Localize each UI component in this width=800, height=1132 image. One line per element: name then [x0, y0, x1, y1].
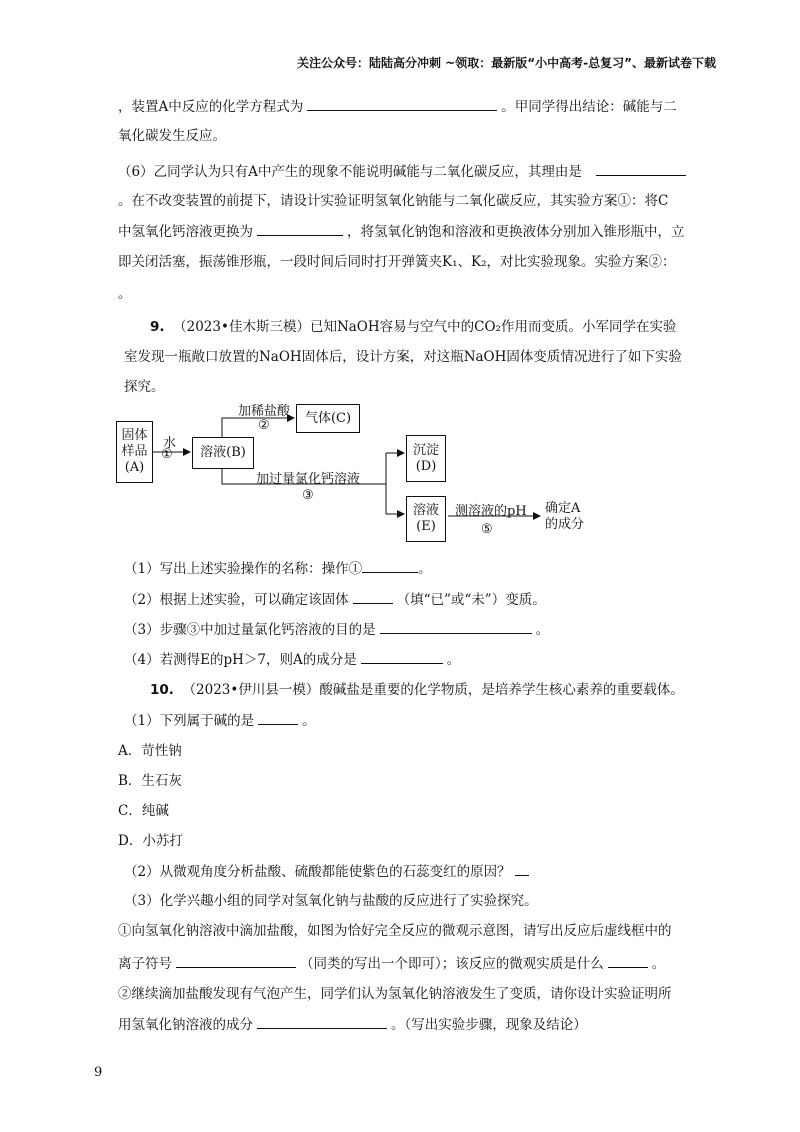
page-header: 关注公众号：陆陆高分冲刺 ~领取：最新版“小中高考-总复习”、最新试卷下载	[297, 56, 716, 70]
page-number: 9	[94, 1065, 103, 1080]
q9-sub-2	[124, 590, 546, 609]
text: （填“已”或“未”）变质。	[396, 592, 546, 608]
answer-blank[interactable]	[515, 862, 529, 876]
text: 。甲同学得出结论：碱能与二	[501, 99, 677, 115]
question-number: 9.	[150, 319, 165, 335]
q9-sub-1	[124, 559, 432, 578]
result-label: 确定A的成分	[545, 501, 585, 532]
text: 。	[535, 622, 550, 638]
text: 。	[651, 956, 666, 972]
gas-c-box	[296, 404, 360, 433]
option-d[interactable]: D．小苏打	[118, 833, 183, 849]
water-label: 水	[163, 436, 177, 451]
text-line: 室发现一瓶敞口放置的NaOH固体后，设计方案，对这瓶NaOH固体变质情况进行了如下实验	[124, 349, 682, 365]
answer-blank[interactable]	[258, 711, 298, 725]
cacl2-label: 加过量氯化钙溶液	[256, 472, 361, 487]
q10-sub-3: （3）化学兴趣小组的同学对氢氧化钠与盐酸的反应进行了实验探究。	[124, 893, 538, 909]
step-3-label: ③	[302, 488, 314, 503]
answer-blank[interactable]	[362, 559, 418, 573]
answer-blank[interactable]	[361, 650, 443, 664]
answer-blank[interactable]	[257, 1015, 387, 1029]
q9-sub-4	[124, 650, 460, 669]
box-label: 气体(C)	[304, 410, 352, 426]
box-label: 沉淀(D)	[412, 442, 439, 474]
q9-sub-3	[124, 620, 549, 639]
box-label: 固体样品(A)	[121, 428, 148, 475]
answer-blank[interactable]	[353, 590, 393, 604]
text-line: ②继续滴加盐酸发现有气泡产生，同学们认为氢氧化钠溶液发生了变质，请你设计实验证明所	[118, 986, 672, 1002]
text: ，将氢氧化钠饱和溶液和更换液体分别加入锥形瓶中，立	[347, 224, 685, 240]
text: 中氢氧化钙溶液更换为	[118, 224, 253, 240]
step-5-label: ⑤	[481, 522, 493, 537]
option-a[interactable]: A．苛性钠	[118, 743, 182, 759]
text: 用氢氧化钠溶液的成分	[118, 1017, 253, 1033]
text: 离子符号	[118, 956, 172, 972]
answer-blank[interactable]	[380, 620, 532, 634]
option-b[interactable]: B．生石灰	[118, 773, 182, 789]
step-2-label: ②	[258, 418, 270, 433]
text: 。	[302, 713, 316, 729]
text-line	[118, 1015, 587, 1034]
text: （同类的写出一个即可）；该反应的微观实质是什么	[300, 956, 604, 972]
text-line	[118, 954, 665, 973]
text: （3）步骤③中加过量氯化钙溶液的目的是	[124, 622, 376, 638]
text: （6）乙同学认为只有A中产生的现象不能说明碱能与二氧化碳反应，其理由是	[118, 164, 582, 180]
q10-sub-1	[124, 711, 316, 730]
solution-b-box	[192, 437, 254, 469]
text: 。（写出实验步骤，现象及结论）	[391, 1017, 587, 1033]
text-line: 即关闭活塞，振荡锥形瓶，一段时间后同时打开弹簧夹K₁、K₂，对比实验现象。实验方案②：	[118, 254, 676, 270]
step-1-label: ①	[161, 447, 173, 462]
text-line: 氧化碳发生反应。	[118, 128, 226, 144]
box-label: 溶液(B)	[200, 445, 246, 460]
text: 。	[418, 561, 432, 577]
question-number: 10.	[150, 682, 174, 698]
text-line: 探究。	[124, 379, 165, 395]
box-label: 溶液(E)	[412, 503, 439, 534]
text: （4）若测得E的pH＞7，则A的成分是	[124, 652, 357, 668]
text: 。	[446, 652, 461, 668]
text: ，装置A中反应的化学方程式为	[118, 99, 304, 115]
text-line: ①向氢氧化钠溶液中滴加盐酸，如图为恰好完全反应的微观示意图，请写出反应后虚线框中的	[118, 923, 672, 939]
precipitate-d-box	[406, 435, 446, 482]
q10-sub-2	[124, 862, 533, 881]
question-10-line	[150, 681, 684, 699]
answer-blank[interactable]	[608, 954, 648, 968]
text: （1）写出上述实验操作的名称：操作①	[124, 561, 363, 577]
text-line: 。	[118, 286, 132, 302]
option-c[interactable]: C．纯碱	[118, 803, 169, 819]
text: （1）下列属于碱的是	[124, 713, 255, 729]
text: （2023•伊川县一模）酸碱盐是重要的化学物质，是培养学生核心素养的重要载体。	[182, 682, 684, 698]
text: （2）根据上述实验，可以确定该固体	[124, 592, 349, 608]
solution-e-box	[406, 496, 446, 542]
text: （2023•佳木斯三模）已知NaOH容易与空气中的CO₂作用而变质。小军同学在实验	[173, 319, 677, 335]
text: （2）从微观角度分析盐酸、硫酸都能使紫色的石蕊变红的原因？	[124, 864, 511, 880]
hcl-label: 加稀盐酸	[238, 404, 291, 419]
ph-label: 测溶液的pH	[455, 504, 527, 519]
text-line: 。在不改变装置的前提下，请设计实验证明氢氧化钠能与二氧化碳反应，其实验方案①：将C	[118, 193, 669, 209]
solid-sample-box	[116, 421, 153, 483]
answer-blank[interactable]	[176, 954, 296, 968]
